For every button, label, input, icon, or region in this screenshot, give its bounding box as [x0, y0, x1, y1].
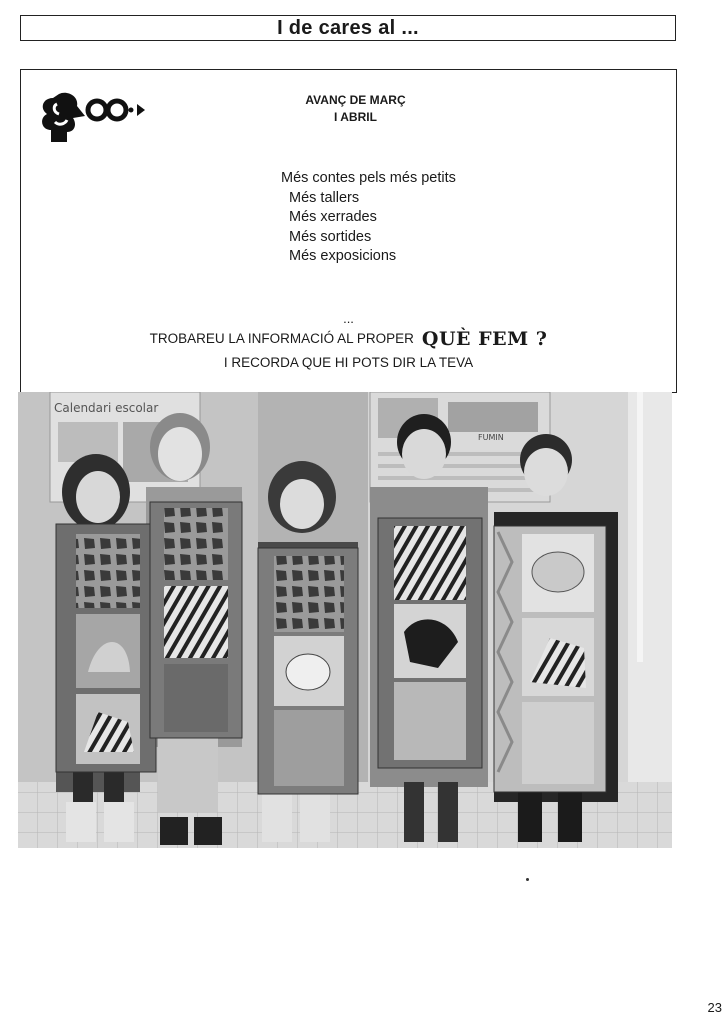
children-artwork-photo: [18, 392, 672, 848]
artwork-panel: [258, 548, 358, 794]
page-number: 23: [707, 1000, 722, 1015]
activities-list: [281, 169, 456, 267]
activity-item: Més tallers: [289, 189, 360, 206]
heading-line-2: I ABRIL: [334, 110, 377, 124]
ellipsis: ...: [343, 311, 354, 326]
artwork-panel: [56, 524, 156, 772]
reminder-text: I RECORDA QUE HI POTS DIR LA TEVA: [223, 355, 474, 370]
activity-item: Més xerrades: [289, 209, 377, 225]
section-title-box: [20, 15, 676, 41]
info-line: [21, 328, 676, 350]
announcement-heading: [21, 92, 676, 126]
activity-item: Més exposicions: [289, 248, 397, 264]
stray-dot: [526, 878, 529, 881]
activity-item: Més contes pels més petits: [281, 170, 456, 186]
photo-illustration: [18, 392, 672, 848]
artwork-panel: [494, 526, 606, 792]
artwork-panel: [378, 518, 482, 768]
section-title: I de cares al ...: [277, 16, 419, 39]
announcement-box: [20, 69, 677, 393]
heading-line-1: AVANÇ DE MARÇ: [305, 93, 406, 107]
artwork-panel: [150, 502, 242, 738]
activity-item: Més sortides: [289, 228, 372, 245]
info-text: TROBAREU LA INFORMACIÓ AL PROPER: [149, 331, 414, 346]
poster-text: FUMIN: [478, 433, 504, 442]
calendar-poster-text: Calendari escolar: [54, 401, 159, 415]
publication-name: QUÈ FEM ?: [421, 328, 548, 350]
